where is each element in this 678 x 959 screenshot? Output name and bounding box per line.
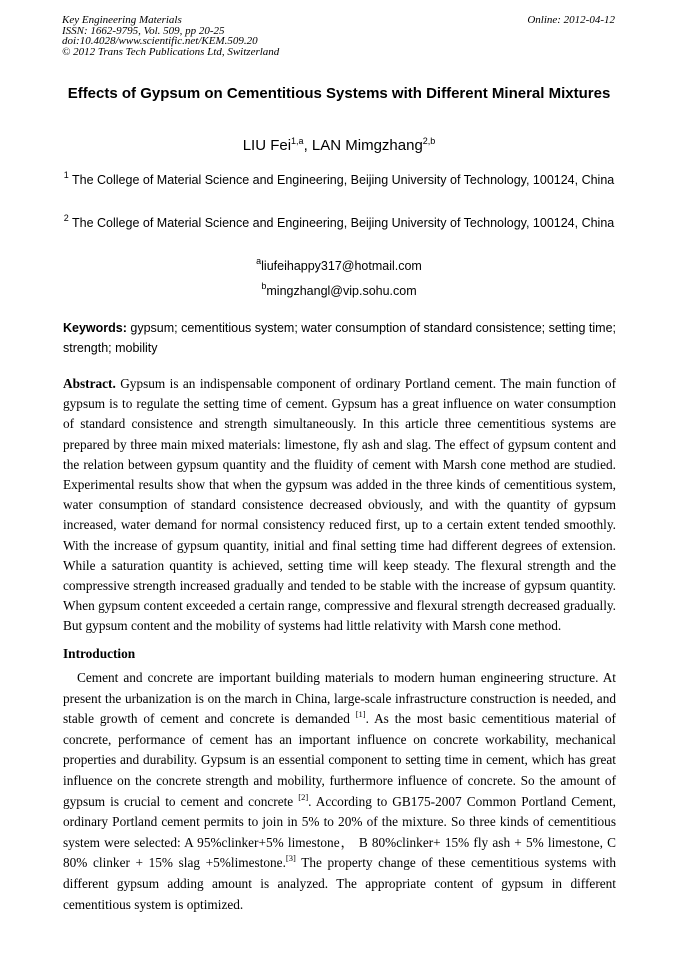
journal-copyright: © 2012 Trans Tech Publications Ltd, Switzerland (62, 45, 280, 58)
section-heading-introduction: Introduction (63, 646, 136, 661)
author-separator: , (303, 137, 312, 154)
journal-issn: ISSN: 1662-9795, Vol. 509, pp 20-25 (62, 24, 225, 37)
author-email (62, 257, 616, 275)
intro-text: . According to GB175-2007 Common Portland Cement, ordinary Portland cement permits to join in 5% to 20% of the mixture. So three kinds of cementitious system were selected: A 95%clinker+5% limestone， B 80%clinker+ 15% fly ash + 5% limestone, C 80% clinker + 15% slag +5%limestone. (63, 793, 616, 871)
online-date: Online: 2012-04-12 (527, 14, 615, 26)
keywords (63, 318, 617, 358)
author-name: LIU Fei (242, 137, 292, 154)
introduction-paragraph (63, 668, 616, 915)
affiliation-text: The College of Material Science and Engineering, Beijing University of Technology, 100124, China (68, 216, 615, 230)
affiliation-marker: 2 (63, 213, 69, 223)
author-email (62, 282, 616, 300)
email-address[interactable]: mingzhangl@vip.sohu.com (266, 284, 417, 298)
intro-text: The property change of these cementitious systems with different gypsum adding amount is analyzed. The appropriate content of gypsum in different cementitious system is optimized. (63, 855, 616, 912)
abstract (63, 374, 616, 637)
affiliation (62, 213, 616, 234)
keywords-text: gypsum; cementitious system; water consumption of standard consistence; setting time; strength; mobility (63, 321, 617, 355)
affiliation-marker: 1 (63, 170, 69, 180)
keywords-label: Keywords: (63, 321, 127, 335)
journal-header (62, 15, 279, 57)
journal-doi: doi:10.4028/www.scientific.net/KEM.509.20 (62, 35, 258, 47)
journal-name: Key Engineering Materials (62, 14, 182, 26)
author-name: LAN Mimgzhang (311, 137, 423, 154)
author-affiliation-marker: 1,a (291, 136, 304, 146)
email-marker: a (256, 256, 262, 266)
email-address[interactable]: liufeihappy317@hotmail.com (261, 259, 422, 273)
intro-text: Cement and concrete are important building materials to modern human engineering structure. At present the urbanization is on the march in China, large-scale infrastructure construction is needed, and stable growth of cement and concrete is demanded (63, 670, 616, 727)
abstract-text: Gypsum is an indispensable component of ordinary Portland cement. The main function of gypsum is to regulate the setting time of cement. Gypsum has a great influence on water consumption of standard consistence and strength simultaneously. In this article three cementitious systems are prepared by three main mixed materials: limestone, fly ash and slag. The effect of gypsum content and the relation between gypsum quantity and the fluidity of cement with Marsh cone method are studied. Experimental results show that when the gypsum was added in the three kinds of cementitious system, water consumption of standard consistence decreased obviously, and with the quantity of gypsum increased, water demand for normal consistency reduced first, up to a certain extent tended smoothly. With the increase of gypsum quantity, initial and final setting time had different degrees of extension. While a saturation quantity is achieved, setting time will keep steady. The flexural strength and the compressive strength increased gradually and tended to be stable with the increase of gypsum quantity. When gypsum content exceeded a certain range, compressive and flexural strength decreased gradually. But gypsum content and the mobility of systems had little relativity with Marsh cone method. (63, 376, 616, 634)
author-list (62, 137, 616, 155)
author-affiliation-marker: 2,b (422, 136, 436, 146)
citation-ref: [2] (298, 791, 309, 802)
intro-text: . As the most basic cementitious material of concrete, performance of cement has an important influence on concrete workability, mechanical properties and durability. Gypsum is an essential component to setting time in cement, which has great influence on the concrete strength and mobility, furthermore influence of concrete. So the amount of gypsum is crucial to cement and concrete (63, 711, 616, 809)
citation-ref: [1] (355, 709, 366, 720)
email-marker: b (261, 281, 267, 291)
affiliation (62, 170, 616, 191)
affiliation-text: The College of Material Science and Engineering, Beijing University of Technology, 100124, China (68, 173, 615, 187)
abstract-label: Abstract. (63, 376, 116, 391)
citation-ref: [3] (285, 853, 296, 864)
paper-title: Effects of Gypsum on Cementitious Systems with Different Mineral Mixtures (67, 85, 611, 102)
